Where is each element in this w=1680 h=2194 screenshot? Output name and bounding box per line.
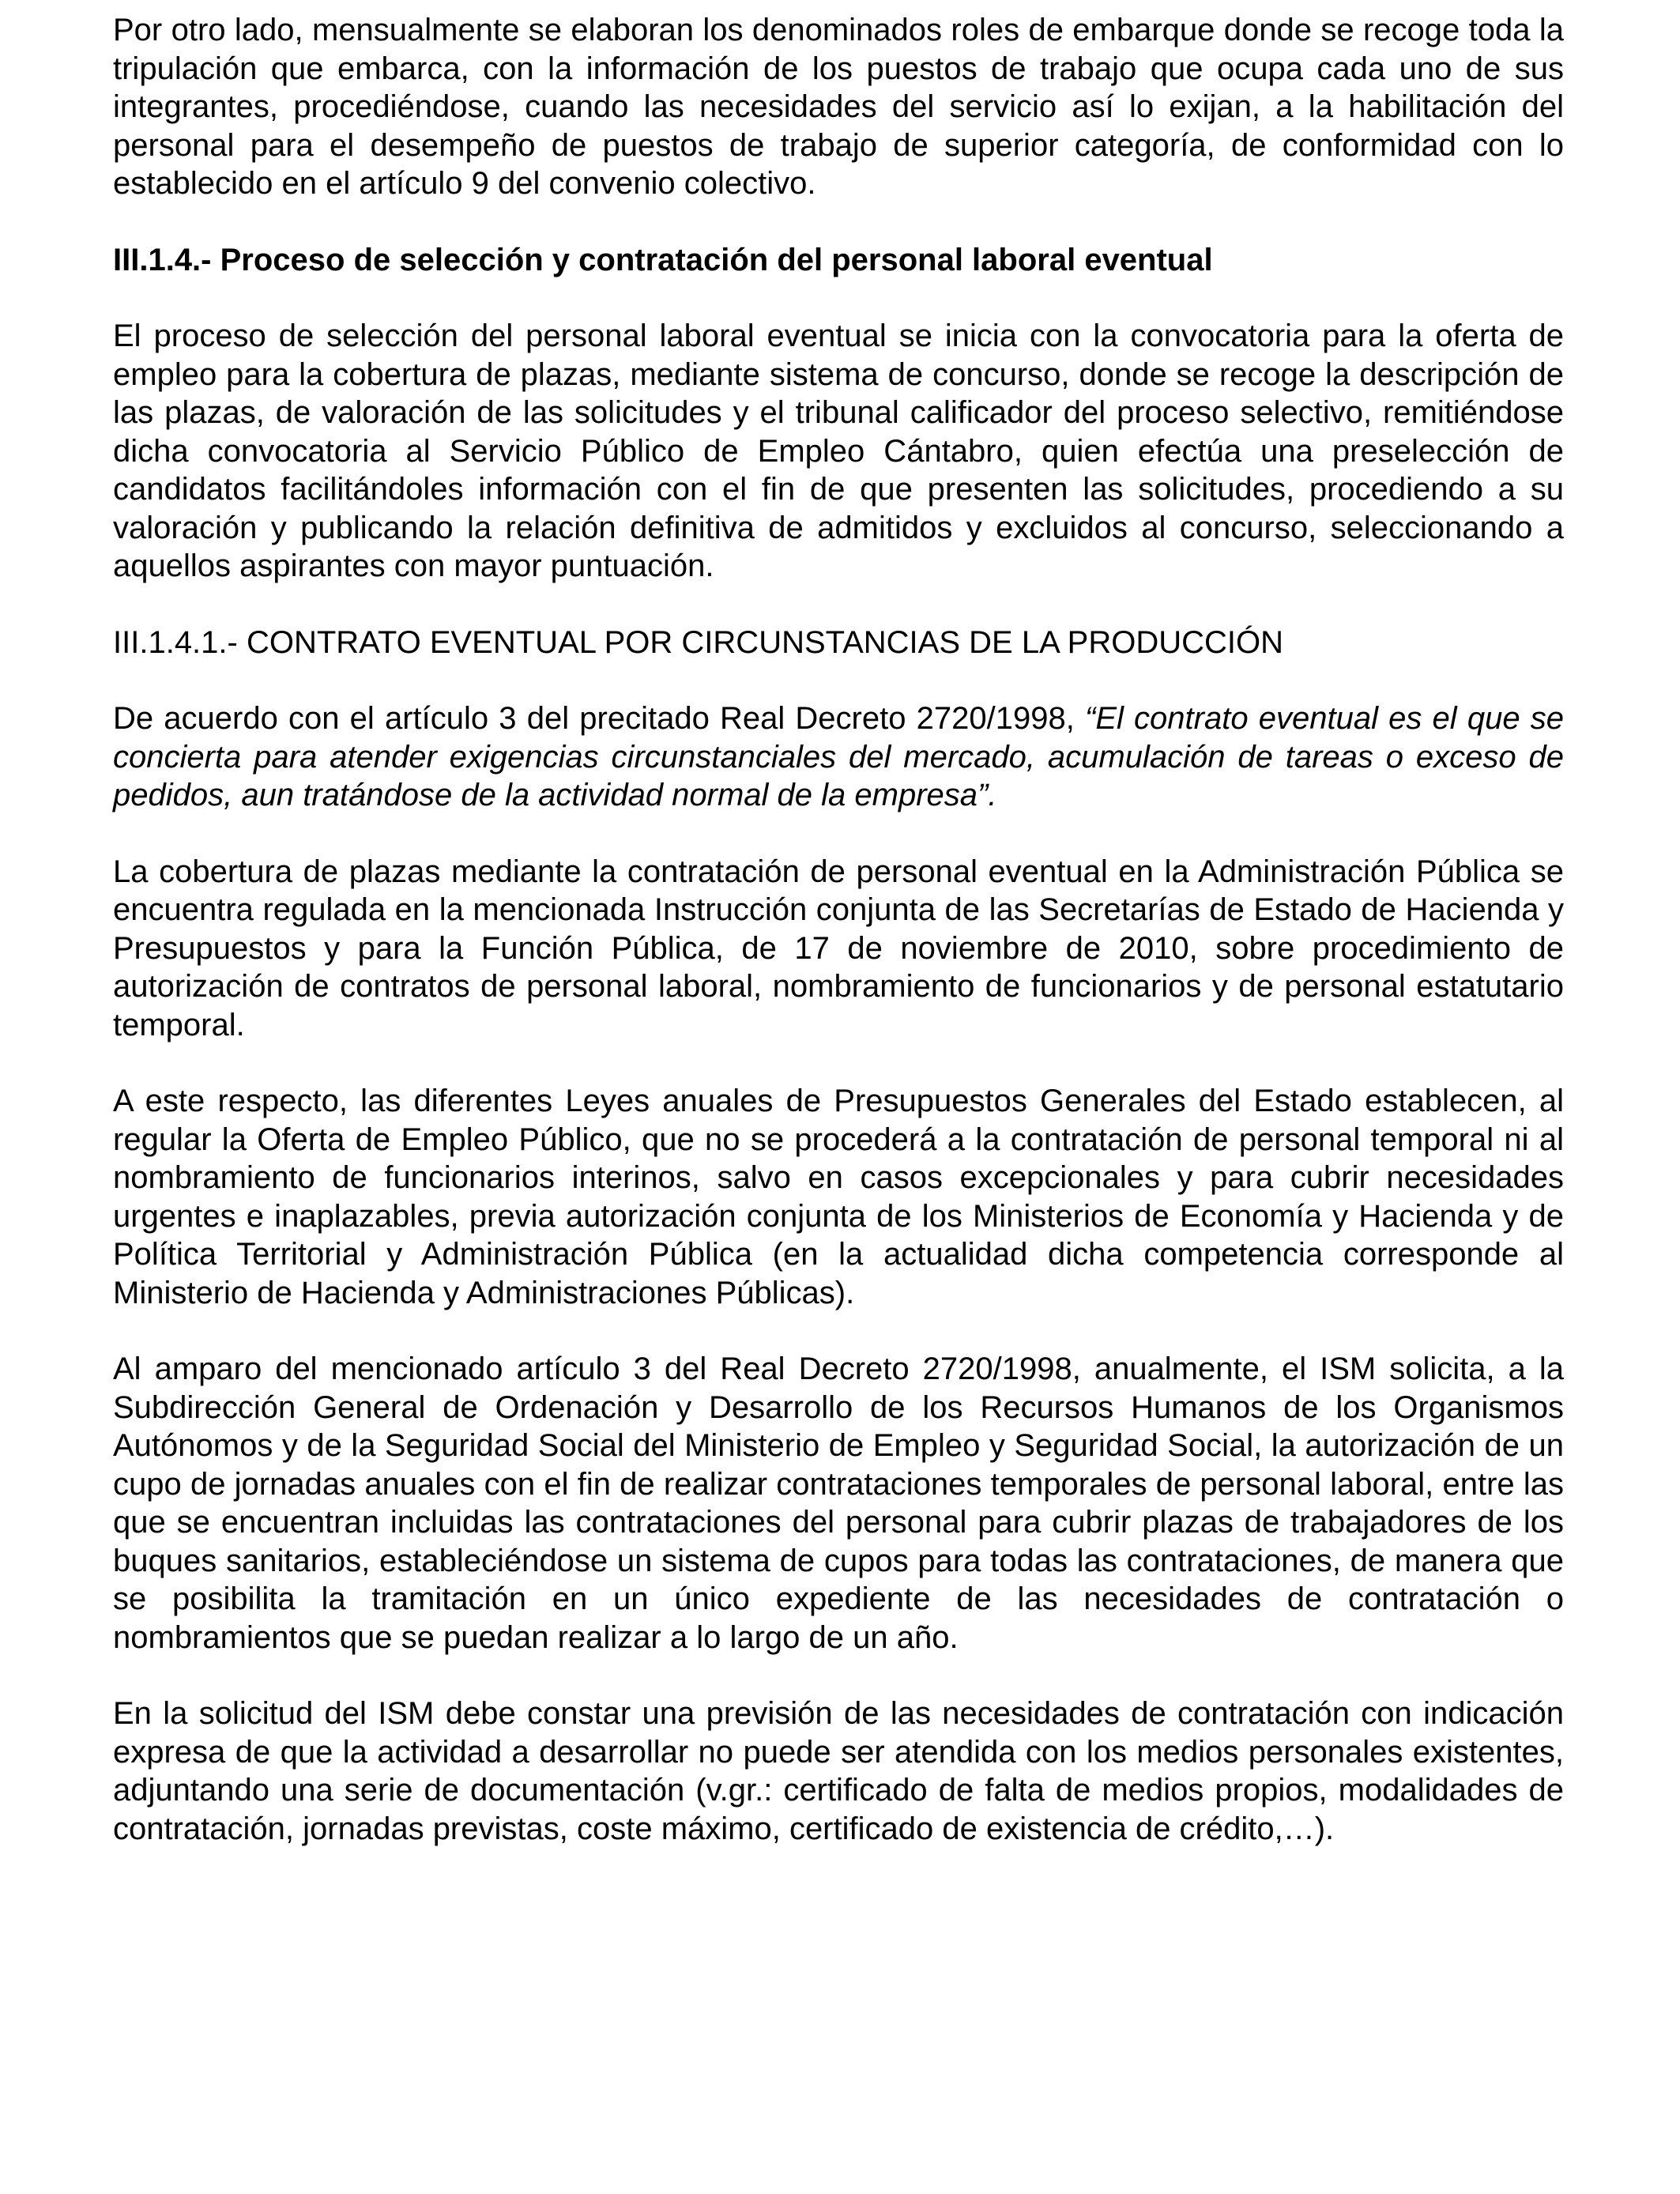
paragraph-amparo-real-decreto: Al amparo del mencionado artículo 3 del Real Decreto 2720/1998, anualmente, el ISM solicita, a la Subdirección General de Ordenación y Desarrollo de los Recursos Humanos de los Organismos Autónomos y de la Seguridad Social del Ministerio de Empleo y Seguridad Social, la autorización de un cupo de jornadas anuales con el fin de realizar contrataciones temporales de personal laboral, entre las que se encuentran incluidas las contrataciones del personal para cubrir plazas de trabajadores de los buques sanitarios, estableciéndose un sistema de cupos para todas las contrataciones, de manera que se posibilita la tramitación en un único expediente de las necesidades de contratación o nombramientos que se puedan realizar a lo largo de un año.	[113, 1351, 1564, 1655]
paragraph-solicitud-ism: En la solicitud del ISM debe constar una previsión de las necesidades de contratación con indicación expresa de que la actividad a desarrollar no puede ser atendida con los medios personales existentes, adjuntando una serie de documentación (v.gr.: certificado de falta de medios propios, modalidades de contratación, jornadas previstas, coste máximo, certificado de existencia de crédito,…).	[113, 1696, 1564, 1846]
paragraph-articulo-3	[113, 699, 1564, 815]
section-heading-seleccion-contratacion: III.1.4.- Proceso de selección y contratación del personal laboral eventual	[113, 242, 1213, 277]
paragraph-proceso-seleccion: El proceso de selección del personal laboral eventual se inicia con la convocatoria para la oferta de empleo para la cobertura de plazas, mediante sistema de concurso, donde se recoge la descripción de las plazas, de valoración de las solicitudes y el tribunal calificador del proceso selectivo, remitiéndose dicha convocatoria al Servicio Público de Empleo Cántabro, quien efectúa una preselección de candidatos facilitándoles información con el fin de que presenten las solicitudes, procediendo a su valoración y publicando la relación definitiva de admitidos y excluidos al concurso, seleccionando a aquellos aspirantes con mayor puntuación.	[113, 319, 1564, 583]
subsection-heading-contrato-eventual: III.1.4.1.- CONTRATO EVENTUAL POR CIRCUNSTANCIAS DE LA PRODUCCIÓN	[113, 624, 1283, 660]
paragraph-leyes-presupuestos: A este respecto, las diferentes Leyes anuales de Presupuestos Generales del Estado establecen, al regular la Oferta de Empleo Público, que no se procederá a la contratación de personal temporal ni al nombramiento de funcionarios interinos, salvo en casos excepcionales y para cubrir necesidades urgentes e inaplazables, previa autorización conjunta de los Ministerios de Economía y Hacienda y de Política Territorial y Administración Pública (en la actualidad dicha competencia corresponde al Ministerio de Hacienda y Administraciones Públicas).	[113, 1084, 1564, 1310]
legal-quote: “El contrato eventual es el que se concierta para atender exigencias circunstanciales del mercado, acumulación de tareas o exceso de pedidos, aun tratándose de la actividad normal de la empresa”.	[113, 701, 1565, 812]
document-page	[113, 11, 1564, 1848]
paragraph-articulo-3-intro: De acuerdo con el artículo 3 del precitado Real Decreto 2720/1998,	[113, 701, 1085, 736]
paragraph-roles-embarque: Por otro lado, mensualmente se elaboran los denominados roles de embarque donde se recoge toda la tripulación que embarca, con la información de los puestos de trabajo que ocupa cada uno de sus integrantes, procediéndose, cuando las necesidades del servicio así lo exijan, a la habilitación del personal para el desempeño de puestos de trabajo de superior categoría, de conformidad con lo establecido en el artículo 9 del convenio colectivo.	[113, 13, 1564, 201]
paragraph-cobertura-plazas: La cobertura de plazas mediante la contratación de personal eventual en la Administración Pública se encuentra regulada en la mencionada Instrucción conjunta de las Secretarías de Estado de Hacienda y Presupuestos y para la Función Pública, de 17 de noviembre de 2010, sobre procedimiento de autorización de contratos de personal laboral, nombramiento de funcionarios y de personal estatutario temporal.	[113, 854, 1564, 1042]
